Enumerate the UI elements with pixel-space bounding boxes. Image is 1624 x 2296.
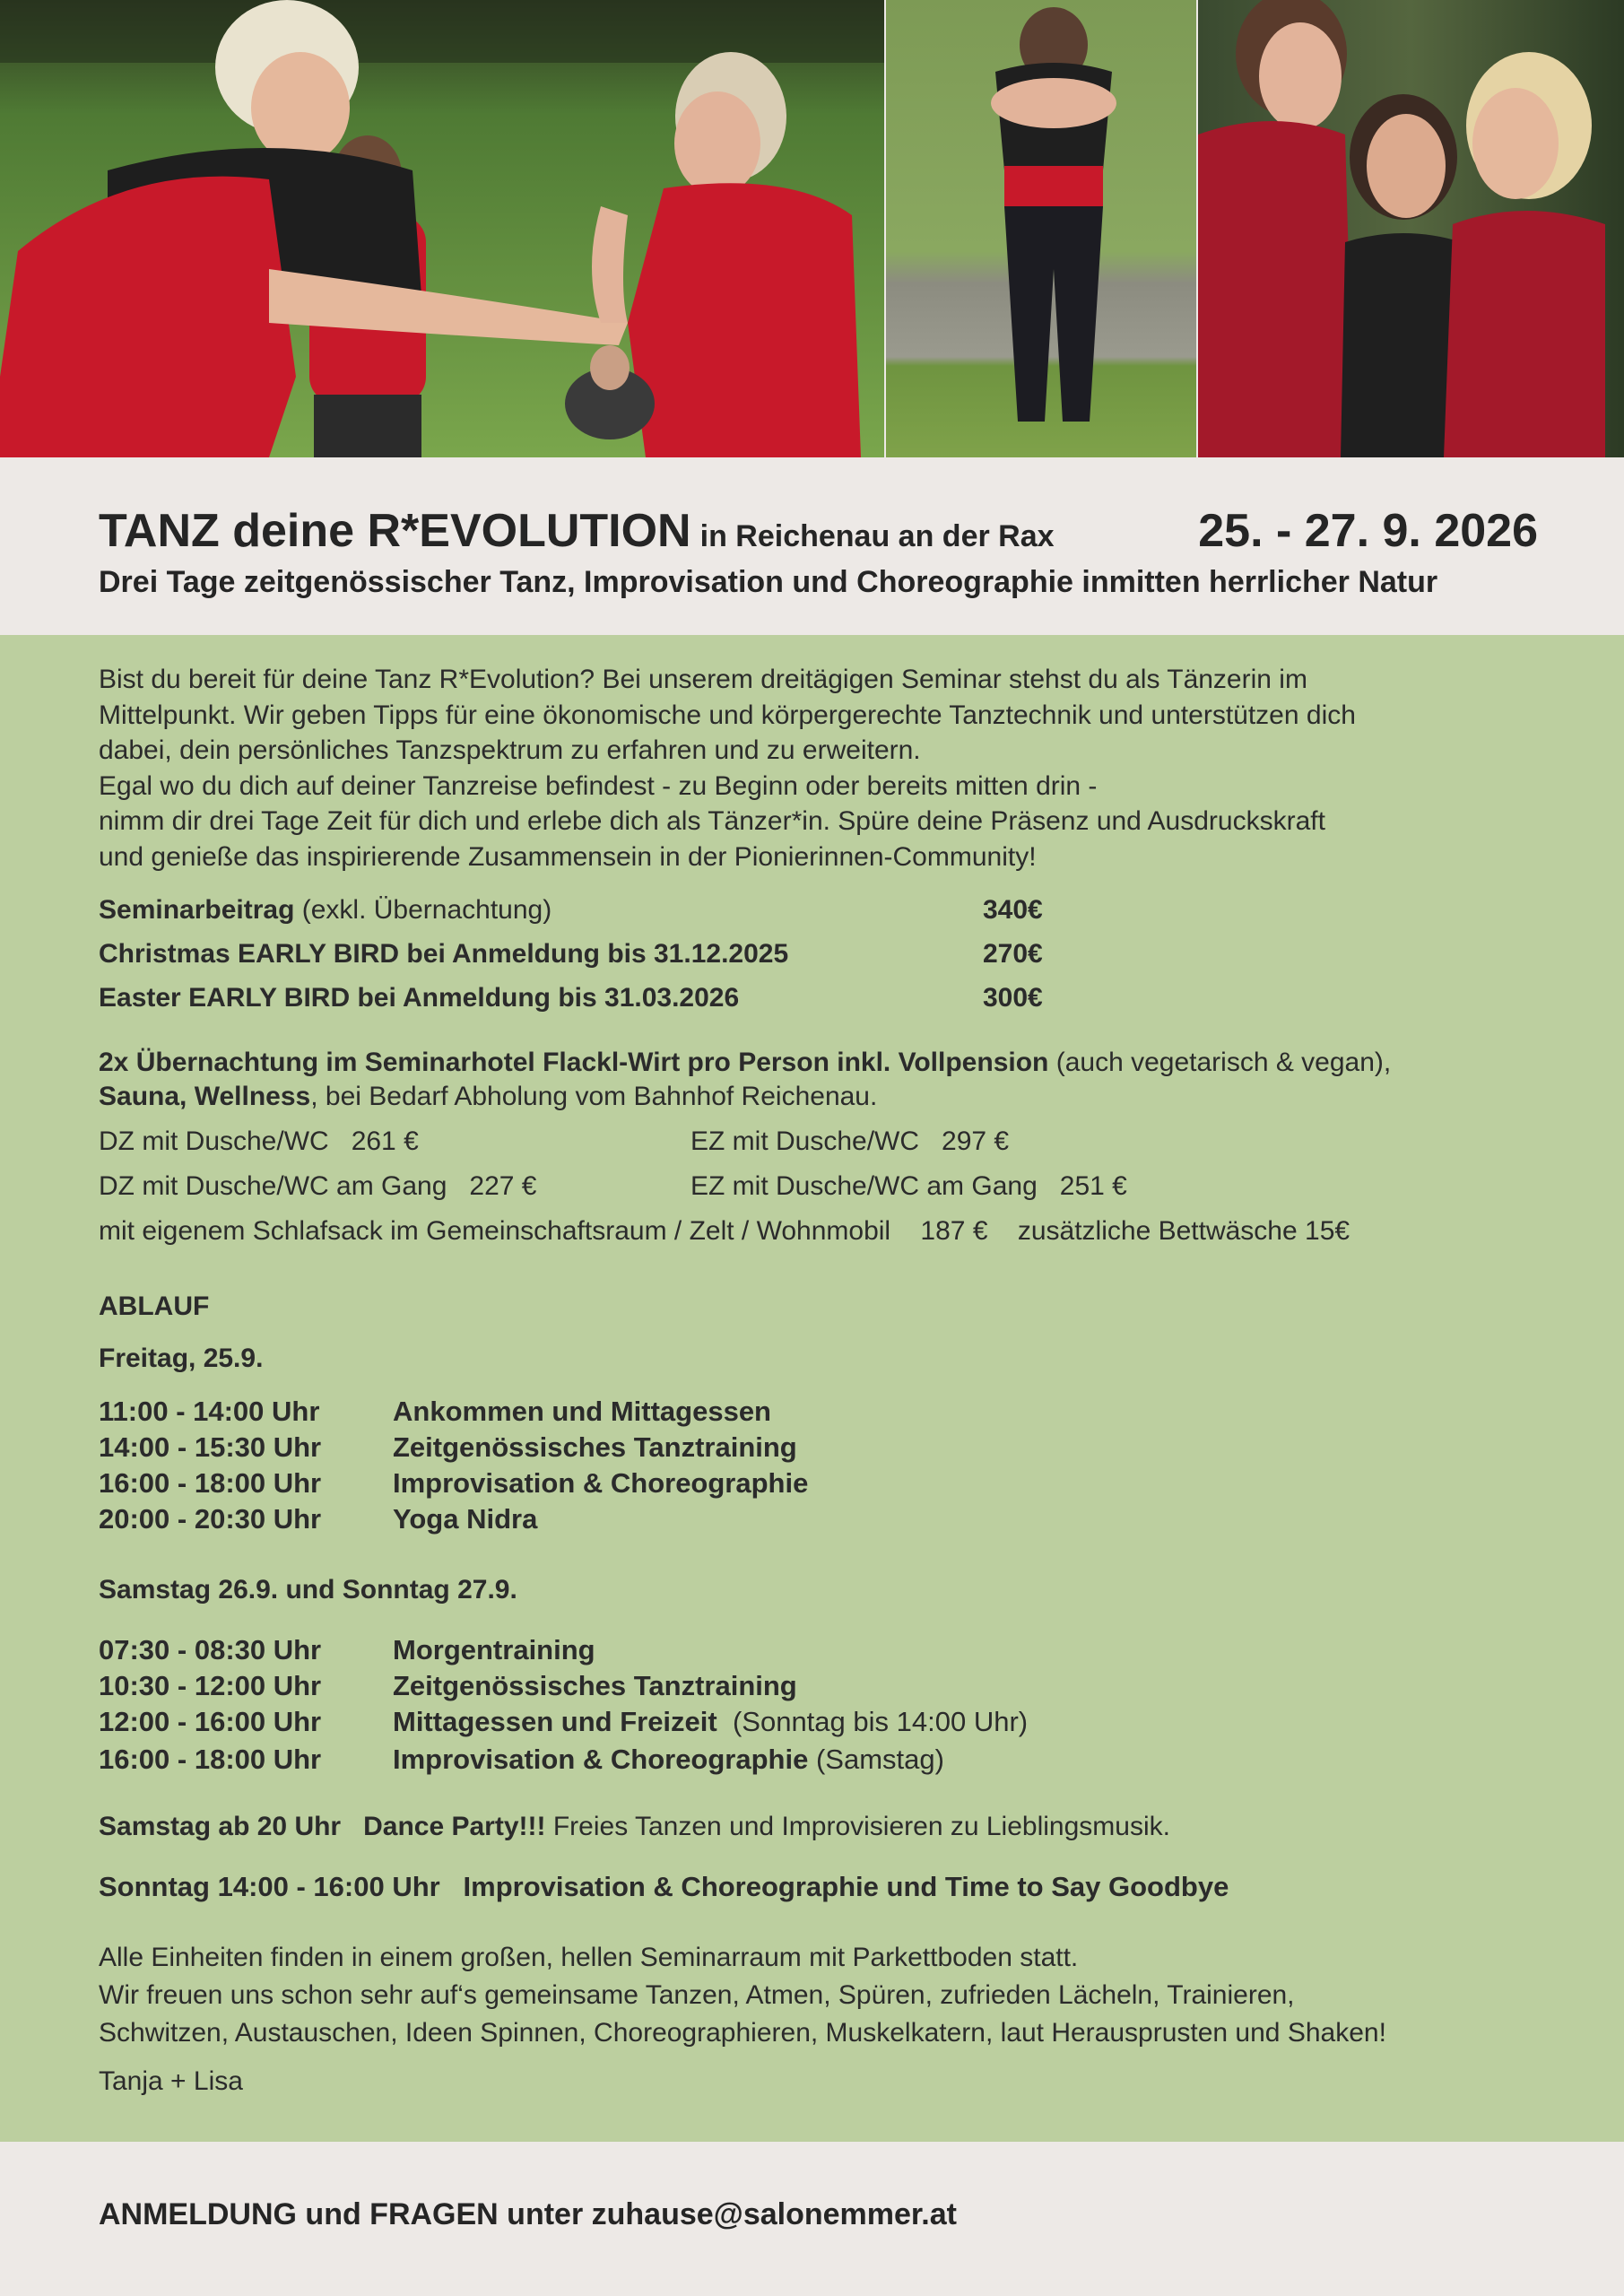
- event-place: in Reichenau an der Rax: [699, 519, 1055, 553]
- schedule-time: 07:30 - 08:30 Uhr: [99, 1634, 322, 1665]
- room-sleeping-bag: mit eigenem Schlafsack im Gemeinschaftsraum / Zelt / Wohnmobil 187 € zusätzliche Bettwäsche 15€: [99, 1216, 1350, 1246]
- schedule-activity-note: (Samstag): [808, 1744, 944, 1775]
- photo-collage: [0, 0, 1624, 457]
- schedule-time: 16:00 - 18:00 Uhr: [99, 1744, 322, 1775]
- price-seminar-label: Seminarbeitrag: [99, 895, 295, 925]
- intro-line: Mittelpunkt. Wir geben Tipps für eine ökonomische und körpergerechte Tanztechnik und unterstützen dich: [99, 700, 1356, 730]
- closing-paragraph: [99, 1939, 1386, 2052]
- schedule-time: 20:00 - 20:30 Uhr: [99, 1503, 322, 1535]
- schedule-time: 16:00 - 18:00 Uhr: [99, 1467, 322, 1499]
- schedule-activity: Ankommen und Mittagessen: [393, 1396, 771, 1427]
- schedule-time: 12:00 - 16:00 Uhr: [99, 1706, 322, 1737]
- title-line: [99, 500, 1538, 563]
- lodging-line-2: [99, 1082, 877, 1112]
- event-title: [99, 504, 1055, 558]
- price-seminar-value: 340€: [983, 895, 1043, 925]
- event-title-text: TANZ deine R*EVOLUTION: [99, 505, 691, 557]
- price-seminar-note: (exkl. Übernachtung): [294, 895, 552, 925]
- intro-line: Bist du bereit für deine Tanz R*Evolution? Bei unserem dreitägigen Seminar stehst du als Tänzerin im: [99, 665, 1307, 694]
- schedule-activity: [393, 1634, 595, 1666]
- dance-party-note: Freies Tanzen und Improvisieren zu Lieblingsmusik.: [545, 1812, 1170, 1841]
- lodging-title: 2x Übernachtung im Seminarhotel Flackl-Wirt pro Person inkl. Vollpension: [99, 1048, 1049, 1077]
- weekend-heading: Samstag 26.9. und Sonntag 27.9.: [99, 1575, 517, 1605]
- event-header: [0, 457, 1624, 635]
- schedule-activity: Yoga Nidra: [393, 1503, 538, 1535]
- price-easter-value: 300€: [983, 983, 1043, 1013]
- schedule-activity-name: Improvisation & Choreographie: [393, 1744, 809, 1775]
- registration-contact: ANMELDUNG und FRAGEN unter zuhause@salonemmer.at: [99, 2197, 957, 2231]
- intro-paragraph: [99, 662, 1356, 874]
- price-christmas-value: 270€: [983, 939, 1043, 969]
- schedule-activity: [393, 1706, 1028, 1738]
- closing-line: Alle Einheiten finden in einem großen, hellen Seminarraum mit Parkettboden statt.: [99, 1943, 1079, 1972]
- schedule-heading: ABLAUF: [99, 1292, 210, 1321]
- schedule-activity: Zeitgenössisches Tanztraining: [393, 1431, 797, 1463]
- lodging-extras: Sauna, Wellness: [99, 1082, 311, 1111]
- room-dz: DZ mit Dusche/WC 261 €: [99, 1126, 419, 1156]
- signature: Tanja + Lisa: [99, 2066, 243, 2096]
- schedule-activity: [393, 1670, 797, 1702]
- schedule-time: 11:00 - 14:00 Uhr: [99, 1396, 320, 1427]
- intro-line: dabei, dein persönliches Tanzspektrum zu erfahren und zu erweitern.: [99, 735, 921, 765]
- price-christmas-label: Christmas EARLY BIRD bei Anmeldung bis 31.12.2025: [99, 939, 789, 969]
- schedule-activity-note: (Sonntag bis 14:00 Uhr): [716, 1706, 1029, 1737]
- sunday-goodbye: Sonntag 14:00 - 16:00 Uhr Improvisation & Choreographie und Time to Say Goodbye: [99, 1871, 1229, 1902]
- room-ez: EZ mit Dusche/WC 297 €: [690, 1126, 1010, 1156]
- photo-dancer-embrace: [886, 0, 1196, 457]
- schedule-activity: Improvisation & Choreographie: [393, 1467, 809, 1499]
- lodging-note: (auch vegetarisch & vegan),: [1048, 1048, 1392, 1077]
- event-date: 25. - 27. 9. 2026: [1198, 505, 1538, 557]
- intro-line: Egal wo du dich auf deiner Tanzreise befindest - zu Beginn oder bereits mitten drin -: [99, 770, 1098, 801]
- schedule-activity-name: Morgentraining: [393, 1634, 595, 1665]
- schedule-activity-name: Zeitgenössisches Tanztraining: [393, 1670, 797, 1701]
- schedule-time: 10:30 - 12:00 Uhr: [99, 1670, 322, 1701]
- room-dz-gang: DZ mit Dusche/WC am Gang 227 €: [99, 1171, 537, 1201]
- event-details: [0, 635, 1624, 2142]
- schedule-time: 14:00 - 15:30 Uhr: [99, 1431, 322, 1463]
- lodging-pickup: , bei Bedarf Abholung vom Bahnhof Reichenau.: [310, 1082, 878, 1111]
- event-subtitle: Drei Tage zeitgenössischer Tanz, Improvisation und Choreographie inmitten herrlicher Natur: [99, 565, 1438, 599]
- dance-party: [99, 1812, 1170, 1842]
- closing-line: Schwitzen, Austauschen, Ideen Spinnen, Choreographieren, Muskelkatern, laut Herausprusten und Shaken!: [99, 2018, 1386, 2048]
- price-easter-label: Easter EARLY BIRD bei Anmeldung bis 31.03.2026: [99, 983, 740, 1013]
- dance-party-title: Samstag ab 20 Uhr Dance Party!!!: [99, 1812, 546, 1841]
- closing-line: Wir freuen uns schon sehr auf‘s gemeinsame Tanzen, Atmen, Spüren, zufrieden Lächeln, Trainieren,: [99, 1980, 1295, 2010]
- room-ez-gang: EZ mit Dusche/WC am Gang 251 €: [690, 1171, 1127, 1201]
- photo-three-women: [1198, 0, 1624, 457]
- photo-dancers-hands: [0, 0, 884, 457]
- friday-heading: Freitag, 25.9.: [99, 1344, 264, 1373]
- photo-strip: [0, 0, 1624, 457]
- schedule-activity: [393, 1744, 944, 1776]
- intro-line: und genieße das inspirierende Zusammensein in der Pionierinnen-Community!: [99, 841, 1037, 872]
- schedule-activity-name: Mittagessen und Freizeit: [393, 1706, 717, 1737]
- intro-line: nimm dir drei Tage Zeit für dich und erlebe dich als Tänzer*in. Spüre deine Präsenz und Ausdruckskraft: [99, 806, 1325, 836]
- lodging-line-1: [99, 1048, 1391, 1078]
- registration-footer: [0, 2142, 1624, 2296]
